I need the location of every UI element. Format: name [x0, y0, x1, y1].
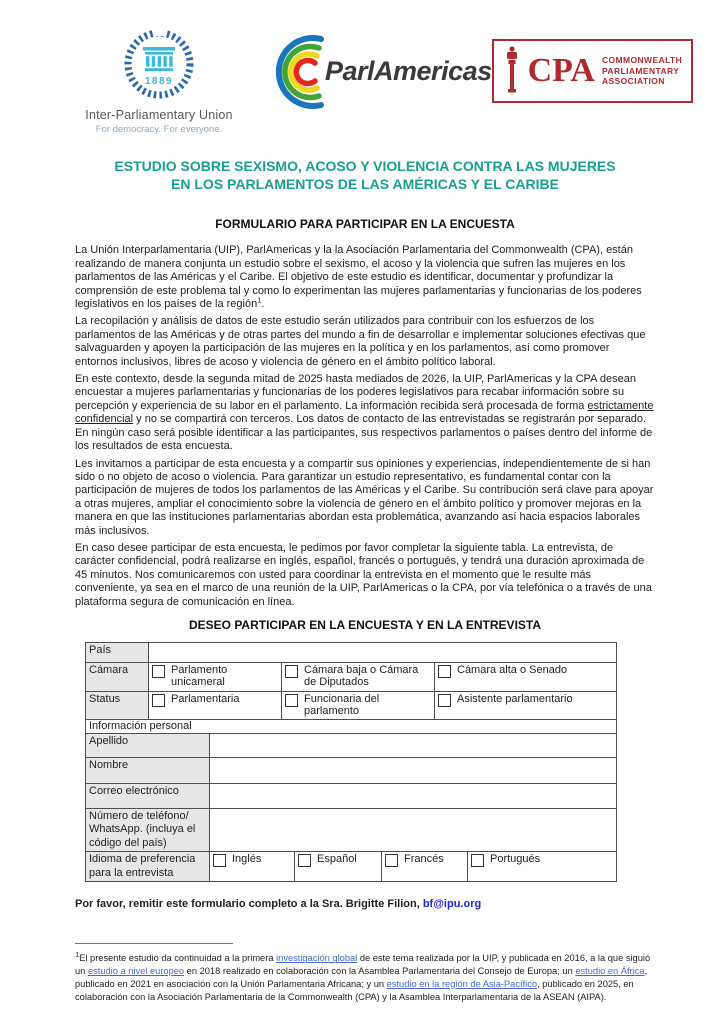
footnote-marker: 1: [75, 950, 80, 960]
option-label: Inglés: [232, 853, 262, 866]
footnote-text: El presente estudio da continuidad a la primera: [79, 953, 277, 964]
participation-form-table: [85, 642, 617, 882]
table-row-pais: [86, 643, 616, 663]
table-row-apellido: [86, 734, 616, 758]
paragraph-data-use: La recopilación y análisis de datos de este estudio serán utilizados para contribuir con los esfuerzos de los parlamentos de las Américas y de otras partes del mundo a fin de desarrollar e implementar soluciones efectivas que salvaguarden y apoyen la participación de las mujeres en la política y en los parlamentos, así como promover entornos inclusivos, libres de acoso y violencia de género en el ámbito político laboral.: [75, 315, 646, 368]
option-label: Parlamento unicameral: [171, 663, 228, 689]
checkbox-parlamentaria[interactable]: [152, 694, 165, 707]
option-label: Funcionaria del parlamento: [304, 692, 380, 718]
checkbox-funcionaria[interactable]: [285, 694, 298, 707]
nombre-label: Nombre: [86, 758, 209, 783]
nombre-input-cell[interactable]: [209, 758, 616, 783]
option-label: Francés: [404, 853, 444, 866]
footnote-text: en 2018 realizado en colaboración con la Asamblea Parlamentaria del Consejo de Europa; un: [184, 966, 576, 977]
table-row-camara: [86, 663, 616, 692]
paragraph-invitation: Les invitamos a participar de esta encuesta y a compartir sus opiniones y experiencias, independientemente de si han sido o no objeto de acoso o violencia. Para garantizar un estudio representativo, es fundamental contar con la participación de mujeres de todos los parlamentos de las Américas y el Caribe. Su contribución será clave para apoyar a otras mujeres, ampliar el conocimiento sobre la violencia de género en el ámbito político y promover mejoras en la manera en que las instituciones parlamentarias abordan esta problemática, avanzando así hacia espacios laborales más inclusivos.: [75, 457, 654, 537]
footnote: [75, 952, 660, 1003]
option-camara-baja: [281, 663, 434, 691]
parlamericas-wordmark: ParlAmericas: [325, 56, 492, 87]
telefono-label: Número de teléfono/ WhatsApp. (incluya el código del país): [86, 809, 209, 851]
checkbox-camara-alta[interactable]: [438, 665, 451, 678]
table-row-telefono: [86, 809, 616, 852]
checkbox-ingles[interactable]: [213, 854, 226, 867]
paragraph-context-post: y no se compartirá con terceros. Los datos de contacto de las entrevistadas se registrarán por separado. En ningún caso será posible identificar a las participantes, sus respectivos parlamentos o países dentro del informe de los resultados de esta encuesta.: [75, 413, 653, 453]
table-row-seccion-personal: [86, 720, 616, 734]
footnote-separator: [75, 943, 233, 944]
confidential-underline: estrictamente confidencial: [75, 399, 654, 426]
cpa-line: PARLIAMENTARY: [601, 65, 680, 76]
option-label: Portugués: [490, 853, 541, 866]
option-asistente: [434, 692, 616, 719]
option-parlamento-unicameral: [148, 663, 281, 691]
option-portugues: [467, 852, 616, 881]
table-row-correo: [86, 784, 616, 809]
option-parlamentaria: [148, 692, 281, 719]
ipu-logo: [75, 26, 243, 135]
footnote-text: , publicado en 2021 en asociación con la Unión Parlamentaria Africana; y un: [75, 966, 648, 989]
submit-instruction-text: Por favor, remitir este formulario completo a la Sra. Brigitte Filion,: [75, 898, 423, 910]
option-camara-alta: [434, 663, 616, 691]
paragraph-context: [75, 373, 655, 453]
table-row-nombre: [86, 758, 616, 784]
seccion-personal-label: Información personal: [89, 719, 192, 732]
form-subtitle: FORMULARIO PARA PARTICIPAR EN LA ENCUESTA: [215, 217, 515, 232]
cpa-mace-icon: [503, 46, 521, 96]
footnote-text: , publicado en 2025, en colaboración con la Asociación Parlamentaria de la Commonwealth (CPA) y la Asamblea Interparlamentaria de la ASEAN (AIPA).: [75, 978, 634, 1002]
option-label: Cámara alta o Senado: [457, 663, 568, 676]
checkbox-espanol[interactable]: [298, 854, 311, 867]
correo-label: Correo electrónico: [86, 784, 209, 808]
option-label: Español: [317, 853, 357, 866]
cpa-abbr: CPA: [527, 52, 595, 89]
option-ingles: [209, 852, 294, 881]
footnote-link-estudio-asia-pacifico[interactable]: estudio en la región de Asia-Pacífico: [386, 978, 538, 989]
apellido-input-cell[interactable]: [209, 734, 616, 757]
ipu-wreath-icon: [116, 26, 202, 102]
ipu-name: Inter-Parliamentary Union: [85, 108, 233, 123]
pais-label: País: [86, 643, 148, 662]
submit-instruction: [75, 898, 655, 911]
footnote-link-estudio-africa[interactable]: estudio en África: [575, 966, 645, 977]
option-label: Asistente parlamentario: [457, 692, 573, 705]
checkbox-parlamento-unicameral[interactable]: [152, 665, 165, 678]
footnote-ref: 1: [257, 295, 262, 305]
idioma-label: Idioma de preferencia para la entrevista: [86, 852, 209, 881]
page-title-line1: ESTUDIO SOBRE SEXISMO, ACOSO Y VIOLENCIA CONTRA LAS MUJERES: [114, 158, 616, 175]
ipu-tagline: For democracy. For everyone.: [95, 124, 223, 136]
page-title: [75, 157, 655, 193]
option-label: Cámara baja o Cámara de Diputados: [304, 663, 419, 689]
option-label: Parlamentaria: [171, 692, 240, 705]
camara-label: Cámara: [86, 663, 148, 691]
cpa-line: ASSOCIATION: [601, 76, 665, 87]
cpa-text-lines: [602, 55, 682, 87]
pais-input-cell[interactable]: [148, 643, 616, 662]
checkbox-camara-baja[interactable]: [285, 665, 298, 678]
table-row-status: [86, 692, 616, 720]
footnote-link-estudio-europeo[interactable]: estudio a nivel europeo: [87, 966, 185, 977]
paragraph-context-pre: En este contexto, desde la segunda mitad de 2025 hasta mediados de 2026, la UIP, ParlAmericas y la CPA desean encuestar a mujeres parlamentarias y funcionarias de los poderes legislativos para recabar información sobre su percepción y experiencia de su labor en el parlamento. La información recibida será procesada de forma: [75, 373, 636, 412]
paragraph-intro-text: La Unión Interparlamentaria (UIP), ParlAmericas y la la Asociación Parlamentaria del Commonwealth (CPA), están realizando de manera conjunta un estudio sobre el sexismo, el acoso y la violencia que sufren las mujeres en los parlamentos de las Américas y el Caribe. El objetivo de este estudio es identificar, documentar y profundizar la comprensión de este problema tal y como lo experimentan las mujeres parlamentarias y funcionarias de los poderes legislativos en los países de la región: [75, 244, 642, 311]
apellido-label: Apellido: [86, 734, 209, 757]
option-espanol: [294, 852, 381, 881]
paragraph-intro: [75, 244, 655, 311]
cpa-logo: [492, 39, 694, 103]
footnote-link-investigacion-global[interactable]: investigación global: [276, 953, 358, 964]
footnote-text: de este tema realizada por la UIP, y publicada en 2016, a la que siguió un: [75, 953, 651, 977]
paragraph-intro-end: .: [261, 298, 265, 311]
checkbox-frances[interactable]: [385, 854, 398, 867]
ipu-year: 1889: [144, 76, 174, 87]
telefono-input-cell[interactable]: [209, 809, 616, 851]
option-frances: [381, 852, 467, 881]
status-label: Status: [86, 692, 148, 719]
header-logos: [75, 26, 683, 136]
cpa-line: COMMONWEALTH: [601, 55, 683, 66]
checkbox-portugues[interactable]: [471, 854, 484, 867]
contact-email-link[interactable]: bf@ipu.org: [422, 898, 482, 910]
paragraph-instructions: En caso desee participar de esta encuesta, le pedimos por favor completar la siguiente tabla. La entrevista, de carácter confidencial, podrá realizarse en inglés, español, francés o portugués, y tendrá una duración aproximada de 45 minutos. Nos comunicaremos con usted para coordinar la entrevista en el momento que le resulte más conveniente, ya sea en el marco de una reunión de la UIP, ParlAmericas o la CPA, por vía telefónica o a través de una plataforma segura de comunicación en línea.: [75, 541, 652, 608]
checkbox-asistente[interactable]: [438, 694, 451, 707]
correo-input-cell[interactable]: [209, 784, 616, 808]
option-funcionaria: [281, 692, 434, 719]
form-table-heading: DESEO PARTICIPAR EN LA ENCUESTA Y EN LA ENTREVISTA: [188, 617, 542, 632]
page-title-line2: EN LOS PARLAMENTOS DE LAS AMÉRICAS Y EL CARIBE: [171, 176, 559, 193]
parlamericas-logo: [265, 32, 492, 112]
table-row-idioma: [86, 852, 616, 881]
